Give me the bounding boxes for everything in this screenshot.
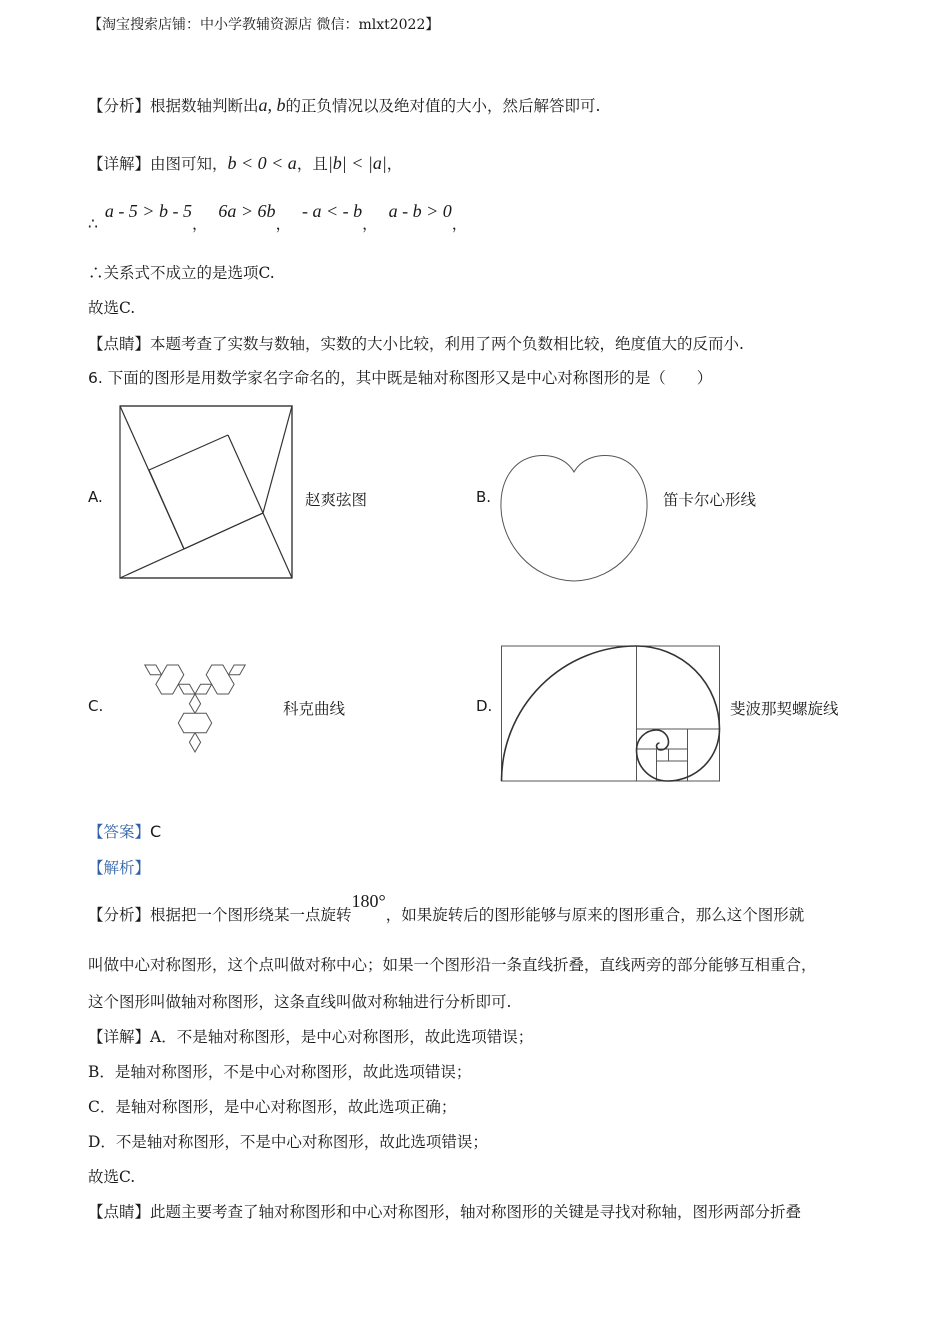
question-number: 6. (88, 369, 103, 387)
option-a-caption: 赵爽弦图 (305, 491, 368, 509)
inequality-1: a - 5 > b - 5 (104, 201, 192, 221)
prev-conclusion: ∴关系式不成立的是选项C. (88, 264, 275, 282)
option-b-letter: B. (476, 488, 492, 506)
solution-analysis-line-2: 叫做中心对称图形，这个点叫做对称中心；如果一个图形沿一条直线折叠，直线两旁的部分能够互相重合， (88, 956, 817, 974)
option-c-caption: 科克曲线 (283, 700, 346, 718)
koch-snowflake-icon (110, 604, 280, 784)
cardioid-curve-icon (498, 450, 658, 586)
detail-option-d: D．不是轴对称图形，不是中心对称图形，故此选项错误； (88, 1133, 488, 1151)
prev-inequalities (88, 200, 468, 233)
fibonacci-spiral-icon (500, 644, 722, 784)
therefore-symbol: ∴ (88, 215, 98, 233)
detail-option-a: 【详解】A．不是轴对称图形，是中心对称图形，故此选项错误； (88, 1028, 534, 1046)
separator-1: ， (191, 215, 208, 233)
zhao-shuang-diagram-icon (116, 402, 298, 582)
separator-3: ， (362, 215, 378, 233)
prev-detail-mid: ，且 (296, 155, 328, 173)
inequality-2: 6a > 6b (218, 201, 276, 221)
option-d-caption: 斐波那契螺旋线 (730, 700, 839, 718)
explain-label: 【解析】 (88, 859, 151, 877)
prev-analysis-prefix: 【分析】根据数轴判断出 (88, 97, 259, 115)
prev-detail-ineq: b < 0 < a (227, 153, 297, 173)
option-d-letter: D. (476, 697, 493, 715)
prev-detail-end: ， (386, 155, 403, 173)
answer-line (88, 820, 161, 842)
separator-4: ， (451, 215, 468, 233)
rotation-angle: 180° (351, 891, 386, 911)
separator-2: ， (275, 215, 292, 233)
option-b-caption: 笛卡尔心形线 (663, 491, 757, 509)
solution-choose: 故选C. (88, 1168, 136, 1186)
detail-option-b: B．是轴对称图形，不是中心对称图形，故此选项错误； (88, 1063, 472, 1081)
prev-analysis-vars: a, b (258, 95, 286, 115)
analysis-1a: 【分析】根据把一个图形绕某一点旋转 (88, 906, 352, 924)
solution-analysis-line-1 (88, 890, 805, 924)
solution-comment: 【点睛】此题主要考查了轴对称图形和中心对称图形，轴对称图形的关键是寻找对称轴，图形两部分折叠 (88, 1203, 802, 1221)
question-6 (88, 366, 712, 388)
detail-option-c: C．是轴对称图形，是中心对称图形，故此选项正确； (88, 1098, 457, 1116)
inequality-4: a - b > 0 (388, 201, 452, 221)
prev-detail-abs: |b| < |a| (327, 153, 387, 173)
option-c-letter: C. (88, 697, 104, 715)
answer-label: 【答案】 (88, 823, 151, 841)
inequality-3: - a < - b (302, 201, 363, 221)
prev-analysis (88, 94, 600, 116)
prev-detail (88, 152, 402, 174)
watermark-text: 【淘宝搜索店铺：中小学教辅资源店 微信：mlxt2022】 (88, 17, 440, 33)
prev-detail-prefix: 【详解】由图可知， (88, 155, 228, 173)
prev-comment: 【点睛】本题考查了实数与数轴，实数的大小比较，利用了两个负数相比较，绝度值大的反而小. (88, 335, 744, 353)
solution-analysis-line-3: 这个图形叫做轴对称图形，这条直线叫做对称轴进行分析即可. (88, 993, 512, 1011)
answer-value: C (150, 822, 162, 841)
option-a-letter: A. (88, 488, 103, 506)
prev-analysis-suffix: 的正负情况以及绝对值的大小，然后解答即可. (285, 97, 601, 115)
question-text: 下面的图形是用数学家名字命名的，其中既是轴对称图形又是中心对称图形的是（ ） (107, 369, 713, 387)
prev-choose: 故选C. (88, 299, 136, 317)
analysis-1b: ，如果旋转后的图形能够与原来的图形重合，那么这个图形就 (385, 906, 805, 924)
